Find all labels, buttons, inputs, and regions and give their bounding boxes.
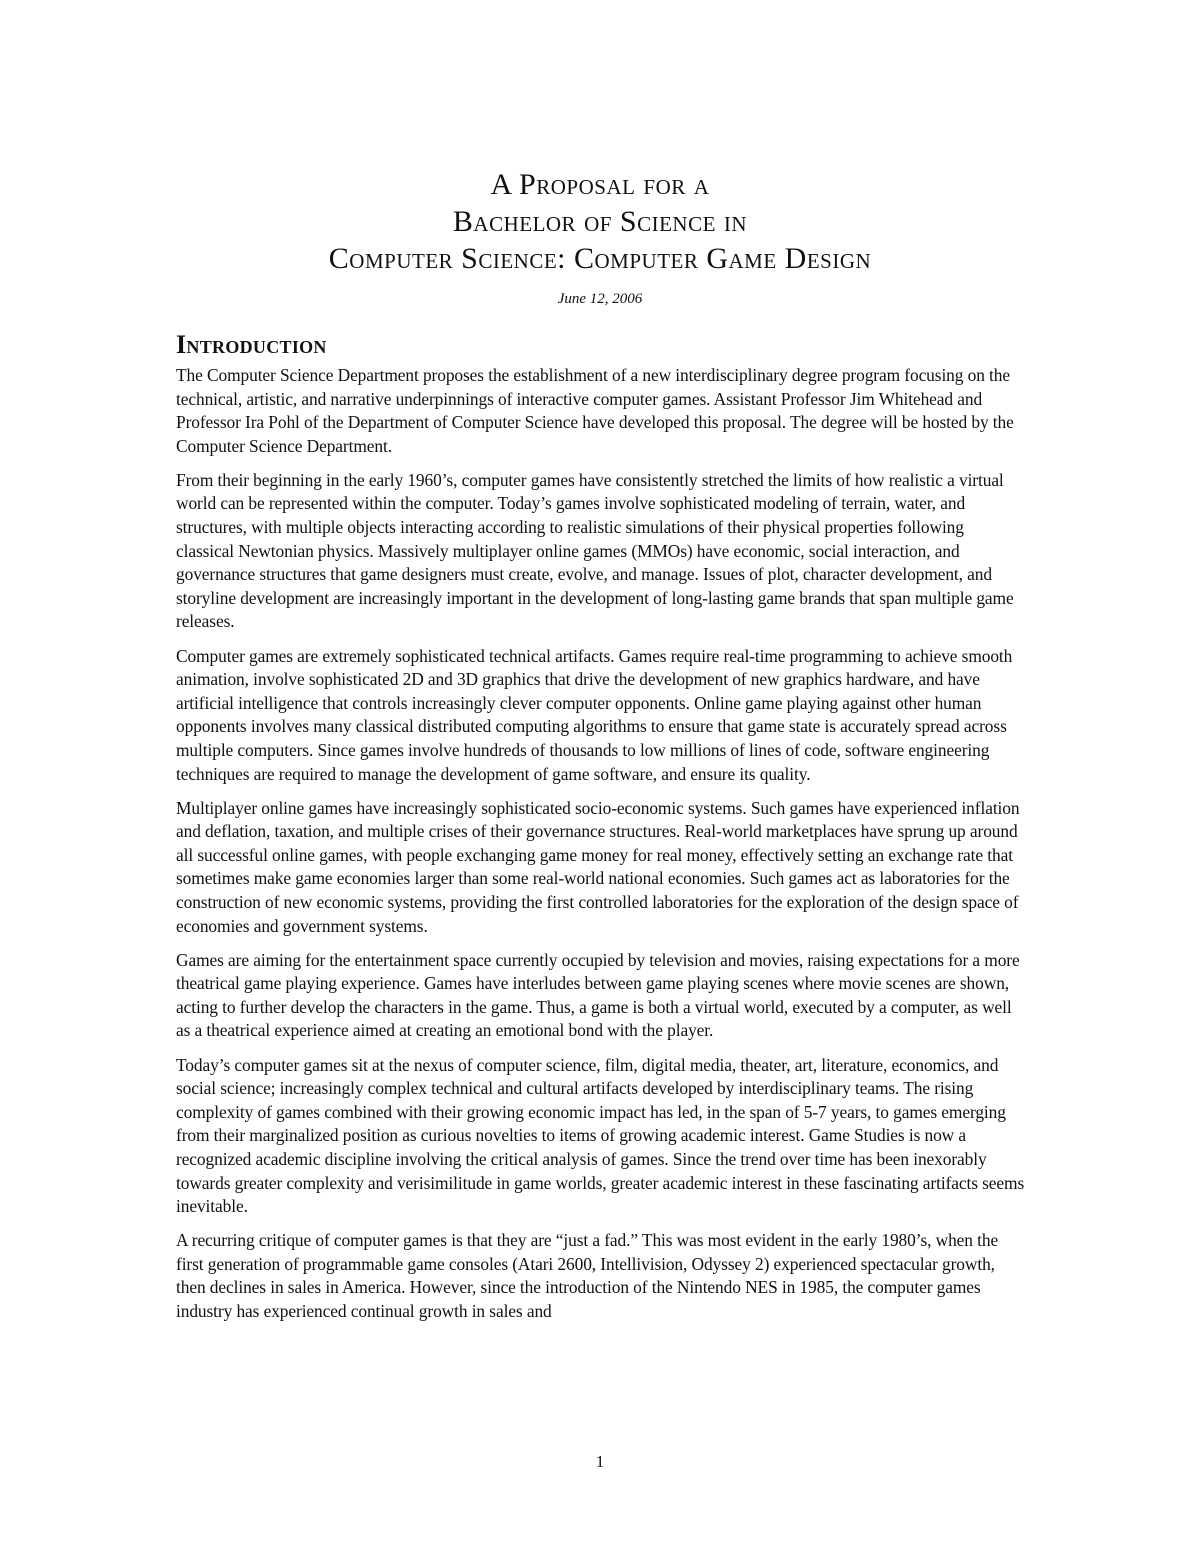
title-line-3: Computer Science: Computer Game Design <box>328 242 872 275</box>
page-number: 1 <box>595 1452 605 1471</box>
document-date: June 12, 2006 <box>557 291 643 307</box>
paragraph-3: Computer games are extremely sophisticated technical artifacts. Games require real-time programming to achieve smooth animation, involve sophisticated 2D and 3D graphics that drive the development of new graphics hardware, and have artificial intelligence that controls increasingly clever computer opponents. Online game playing against other human opponents involves many classical distributed computing algorithms to ensure that game state is accurately spread across multiple computers. Since games involve hundreds of thousands to low millions of lines of code, software engineering techniques are required to manage the development of game software, and ensure its quality. <box>176 645 1013 784</box>
paragraph-4: Multiplayer online games have increasingly sophisticated socio-economic systems. Such games have experienced inflation and deflation, taxation, and multiple crises of their governance structures. Real-world marketplaces have sprung up around all successful online games, with people exchanging game money for real money, effectively setting an exchange rate that sometimes make game economies larger than some real-world national economies. Such games act as laboratories for the construction of new economic systems, providing the first controlled laboratories for the exploration of the design space of economies and government systems. <box>176 797 1020 936</box>
section-heading-introduction: Introduction <box>176 330 327 359</box>
document-title <box>0 166 1200 277</box>
paragraph-6: Today’s computer games sit at the nexus of computer science, film, digital media, theater, art, literature, economics, and social science; increasingly complex technical and cultural artifacts developed by interdisciplinary teams. The rising complexity of games combined with their growing economic impact has led, in the span of 5-7 years, to games emerging from their marginalized position as curious novelties to items of growing academic interest. Game Studies is now a recognized academic discipline involving the critical analysis of games. Since the trend over time has been inexorably towards greater complexity and verisimilitude in game worlds, greater academic interest in these fascinating artifacts seems inevitable. <box>176 1054 1025 1217</box>
title-line-2: Bachelor of Science in <box>452 205 748 238</box>
paragraph-2: From their beginning in the early 1960’s, computer games have consistently stretched the limits of how realistic a virtual world can be represented within the computer. Today’s games involve sophisticated modeling of terrain, water, and structures, with multiple objects interacting according to realistic simulations of their physical properties following classical Newtonian physics. Massively multiplayer online games (MMOs) have economic, social interaction, and governance structures that game designers must create, evolve, and manage. Issues of plot, character development, and storyline development are increasingly important in the development of long-lasting game brands that span multiple game releases. <box>176 469 1014 632</box>
title-line-1: A Proposal for a <box>490 168 710 201</box>
document-body <box>176 330 1026 1334</box>
paragraph-5: Games are aiming for the entertainment space currently occupied by television and movies, raising expectations for a more theatrical game playing experience. Games have interludes between game playing scenes where movie scenes are shown, acting to further develop the characters in the game. Thus, a game is both a virtual world, executed by a computer, as well as a theatrical experience aimed at creating an emotional bond with the player. <box>176 949 1020 1041</box>
paragraph-7: A recurring critique of computer games is that they are “just a fad.” This was most evident in the early 1980’s, when the first generation of programmable game consoles (Atari 2600, Intellivision, Odyssey 2) experienced spectacular growth, then declines in sales in America. However, since the introduction of the Nintendo NES in 1985, the computer games industry has experienced continual growth in sales and <box>176 1230 999 1321</box>
paragraph-1: The Computer Science Department proposes the establishment of a new interdisciplinary degree program focusing on the technical, artistic, and narrative underpinnings of interactive computer games. Assistant Professor Jim Whitehead and Professor Ira Pohl of the Department of Computer Science have developed this proposal. The degree will be hosted by the Computer Science Department. <box>176 365 1014 456</box>
